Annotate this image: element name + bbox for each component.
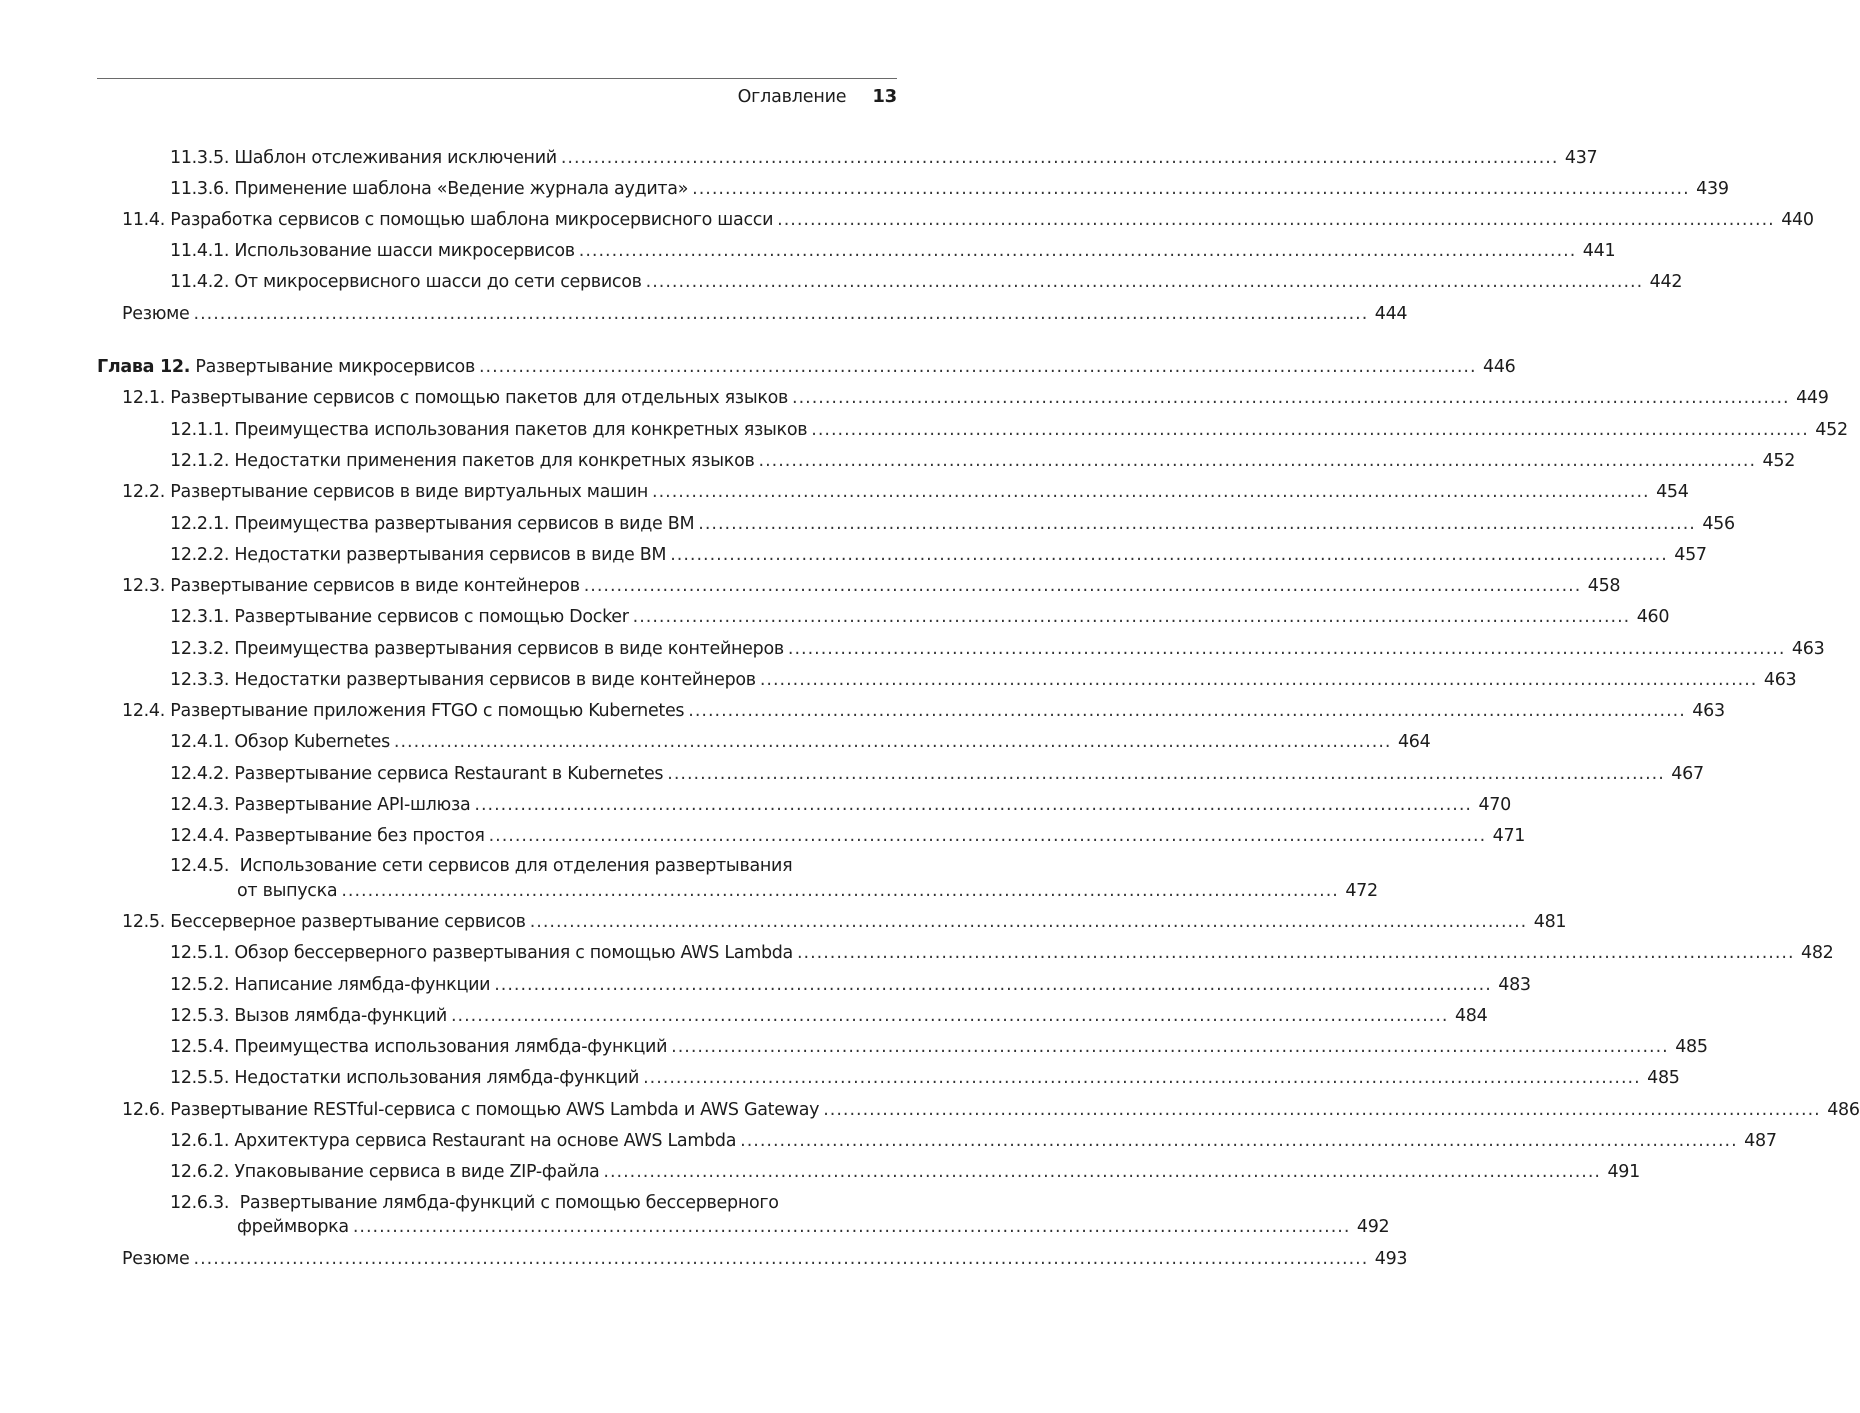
- toc-entry-title: Шаблон отслеживания исключений: [234, 148, 557, 168]
- toc-entry-number: 12.4.2.: [170, 764, 230, 784]
- toc-entry[interactable]: [170, 513, 1735, 536]
- toc-entry-title: Обзор Kubernetes: [234, 732, 390, 752]
- toc-entry-title: Использование сети сервисов для отделения развертывания: [239, 856, 793, 876]
- toc-entry-number: 11.4.1.: [170, 241, 230, 261]
- toc-entry-page: 486: [1827, 1100, 1860, 1120]
- toc-entry[interactable]: [170, 974, 1531, 997]
- toc-entry[interactable]: [170, 419, 1848, 442]
- toc-entry[interactable]: [170, 178, 1729, 201]
- toc-entry-page: 487: [1744, 1131, 1777, 1151]
- toc-entry-page: 446: [1483, 357, 1516, 377]
- leader-dots: ........................................................................................................................................................: [787, 639, 1786, 659]
- toc-entry-page: 491: [1607, 1162, 1640, 1182]
- toc-entry-page: 440: [1781, 210, 1814, 230]
- toc-entry-title: Преимущества развертывания сервисов в виде контейнеров: [234, 639, 784, 659]
- toc-entry[interactable]: [170, 1130, 1777, 1153]
- toc-entry-number: 12.5.1.: [170, 943, 230, 963]
- toc-entry-continuation[interactable]: [237, 880, 1378, 903]
- toc-entry-title-continuation: от выпуска: [237, 881, 338, 901]
- toc-entry-title: Использование шасси микросервисов: [234, 241, 575, 261]
- toc-entry-number: 12.6.3.: [170, 1193, 230, 1213]
- toc-entry-page: 452: [1762, 451, 1796, 471]
- toc-entry-title: Архитектура сервиса Restaurant на основе AWS Lambda: [234, 1131, 737, 1151]
- leader-dots: ........................................................................................................................................................: [667, 764, 1665, 784]
- toc-entry-title: Резюме: [122, 304, 190, 324]
- toc-entry-page: 437: [1564, 148, 1598, 168]
- toc-entry-title: Преимущества использования лямбда-функций: [234, 1037, 668, 1057]
- leader-dots: ........................................................................................................................................................: [583, 576, 1582, 596]
- toc-chapter-entry[interactable]: [97, 356, 1516, 379]
- toc-entry[interactable]: [170, 669, 1797, 692]
- toc-entry-title: Развертывание лямбда-функций с помощью бессерверного: [239, 1193, 779, 1213]
- leader-dots: ........................................................................................................................................................: [578, 241, 1577, 261]
- toc-entry-number: 12.3.2.: [170, 639, 230, 659]
- toc-entry-page: 484: [1454, 1006, 1488, 1026]
- toc-entry-page: 456: [1702, 514, 1735, 534]
- toc-entry-title: Недостатки развертывания сервисов в виде контейнеров: [234, 670, 756, 690]
- header-rule: [97, 78, 897, 79]
- toc-entry-number: 11.3.5.: [170, 148, 230, 168]
- toc-entry-title: Развертывание RESTful-сервиса с помощью AWS Lambda и AWS Gateway: [170, 1100, 820, 1120]
- running-header-title: Оглавление: [737, 87, 847, 107]
- leader-dots: ........................................................................................................................................................: [632, 607, 1631, 627]
- leader-dots: ...................................................................................................................................................................................: [193, 304, 1369, 324]
- toc-entry-title: Развертывание микросервисов: [195, 357, 475, 377]
- leader-dots: ........................................................................................................................................................: [450, 1006, 1449, 1026]
- toc-entry-page: 463: [1763, 670, 1797, 690]
- leader-dots: ........................................................................................................................................................: [688, 701, 1686, 721]
- leader-dots: ........................................................................................................................................................: [758, 451, 1757, 471]
- toc-entry-number: 12.4.5.: [170, 856, 230, 876]
- leader-dots: ...................................................................................................................................................................................: [193, 1249, 1369, 1269]
- toc-entry-page: 481: [1533, 912, 1567, 932]
- leader-dots: ........................................................................................................................................................: [777, 210, 1775, 230]
- toc-entry-page: 449: [1796, 388, 1829, 408]
- toc-entry[interactable]: [170, 606, 1670, 629]
- toc-entry-page: 492: [1356, 1217, 1390, 1237]
- toc-entry-page: 458: [1587, 576, 1621, 596]
- toc-entry-title: Развертывание сервисов в виде контейнеров: [170, 576, 580, 596]
- toc-entry[interactable]: [170, 638, 1825, 661]
- toc-entry-page: 444: [1374, 304, 1408, 324]
- toc-entry-continuation[interactable]: [237, 1216, 1390, 1239]
- toc-entry-number: 12.5.4.: [170, 1037, 230, 1057]
- toc-entry-number: 12.6.2.: [170, 1162, 230, 1182]
- leader-dots: ........................................................................................................................................................: [560, 148, 1559, 168]
- toc-entry-first-line[interactable]: [170, 856, 792, 876]
- toc-entry-page: 454: [1656, 482, 1689, 502]
- leader-dots: ........................................................................................................................................................: [652, 482, 1650, 502]
- leader-dots: ........................................................................................................................................................: [494, 975, 1492, 995]
- toc-entry[interactable]: [170, 1067, 1680, 1090]
- toc-entry-number: 11.3.6.: [170, 179, 230, 199]
- toc-entry-title: Вызов лямбда-функций: [234, 1006, 447, 1026]
- leader-dots: ........................................................................................................................................................: [393, 732, 1392, 752]
- toc-entry-title: Развертывание приложения FTGO с помощью Kubernetes: [170, 701, 685, 721]
- toc-entry[interactable]: [170, 240, 1616, 263]
- toc-entry[interactable]: [122, 209, 1814, 232]
- toc-entry-title: Бессерверное развертывание сервисов: [170, 912, 526, 932]
- toc-entry-title: Упаковывание сервиса в виде ZIP-файла: [234, 1162, 600, 1182]
- toc-entry-number: 12.5.2.: [170, 975, 230, 995]
- toc-entry-number: 12.3.3.: [170, 670, 230, 690]
- toc-entry-page: 470: [1478, 795, 1511, 815]
- toc-entry-title: Развертывание сервиса Restaurant в Kubernetes: [234, 764, 664, 784]
- toc-entry-title: Развертывание сервисов с помощью Docker: [234, 607, 629, 627]
- toc-entry[interactable]: [170, 942, 1834, 965]
- toc-entry-page: 493: [1374, 1249, 1408, 1269]
- leader-dots: ........................................................................................................................................................: [341, 881, 1339, 901]
- toc-entry-title: Разработка сервисов с помощью шаблона микросервисного шасси: [170, 210, 774, 230]
- leader-dots: ........................................................................................................................................................: [643, 1068, 1641, 1088]
- leader-dots: ........................................................................................................................................................: [759, 670, 1758, 690]
- toc-entry-number: 12.3.: [122, 576, 166, 596]
- toc-entry-page: 483: [1498, 975, 1531, 995]
- toc-entry-page: 463: [1791, 639, 1825, 659]
- leader-dots: ........................................................................................................................................................: [670, 545, 1668, 565]
- leader-dots: ........................................................................................................................................................: [811, 420, 1809, 440]
- toc-entry-page: 471: [1492, 826, 1526, 846]
- toc-entry-title: Недостатки применения пакетов для конкретных языков: [234, 451, 755, 471]
- toc-entry[interactable]: [170, 147, 1598, 170]
- toc-entry-page: 460: [1636, 607, 1670, 627]
- toc-entry-number: 12.6.1.: [170, 1131, 230, 1151]
- leader-dots: ........................................................................................................................................................: [474, 795, 1472, 815]
- page-number: 13: [872, 86, 897, 107]
- toc-entry-page: 467: [1671, 764, 1704, 784]
- toc-entry-title: Развертывание без простоя: [234, 826, 485, 846]
- toc-entry-title: Применение шаблона «Ведение журнала аудита»: [234, 179, 689, 199]
- toc-entry-title: Развертывание сервисов в виде виртуальных машин: [170, 482, 649, 502]
- toc-entry-title: Развертывание API-шлюза: [234, 795, 471, 815]
- toc-entry[interactable]: [122, 911, 1567, 934]
- toc-entry-number: 12.4.3.: [170, 795, 230, 815]
- toc-entry-page: 441: [1582, 241, 1616, 261]
- toc-entry-number: 12.4.: [122, 701, 166, 721]
- toc-entry[interactable]: [170, 731, 1431, 754]
- toc-entry-number: 12.5.3.: [170, 1006, 230, 1026]
- leader-dots: ........................................................................................................................................................: [645, 272, 1644, 292]
- toc-entry[interactable]: [122, 1099, 1860, 1122]
- toc-entry[interactable]: [170, 825, 1526, 848]
- toc-chapter-number-text: Глава 12.: [97, 357, 191, 377]
- toc-entry[interactable]: [170, 763, 1704, 786]
- toc-entry-number: 12.4.1.: [170, 732, 230, 752]
- running-header: [738, 86, 897, 107]
- toc-entry-number: 12.1.: [122, 388, 166, 408]
- toc-entry-number: 12.2.1.: [170, 514, 230, 534]
- toc-entry-page: 463: [1692, 701, 1725, 721]
- toc-entry-number: 11.4.2.: [170, 272, 230, 292]
- toc-entry-first-line[interactable]: [170, 1193, 779, 1213]
- leader-dots: ........................................................................................................................................................: [792, 388, 1790, 408]
- leader-dots: ........................................................................................................................................................: [478, 357, 1477, 377]
- toc-entry-title: Написание лямбда-функции: [234, 975, 491, 995]
- toc-entry-title: От микросервисного шасси до сети сервисов: [234, 272, 642, 292]
- toc-entry-number: 12.5.: [122, 912, 166, 932]
- leader-dots: ........................................................................................................................................................: [488, 826, 1487, 846]
- toc-entry[interactable]: [122, 303, 1408, 326]
- toc-entry[interactable]: [170, 450, 1796, 473]
- toc-entry-title: Недостатки использования лямбда-функций: [234, 1068, 640, 1088]
- leader-dots: ........................................................................................................................................................: [352, 1217, 1351, 1237]
- leader-dots: ........................................................................................................................................................: [796, 943, 1795, 963]
- toc-entry[interactable]: [122, 700, 1725, 723]
- toc-entry-page: 442: [1649, 272, 1683, 292]
- leader-dots: ........................................................................................................................................................: [698, 514, 1696, 534]
- toc-entry-number: 12.1.1.: [170, 420, 230, 440]
- toc-entry-title: Преимущества развертывания сервисов в виде ВМ: [234, 514, 695, 534]
- toc-entry-title: Обзор бессерверного развертывания с помощью AWS Lambda: [234, 943, 793, 963]
- toc-entry-page: 452: [1815, 420, 1848, 440]
- toc-entry[interactable]: [122, 1248, 1408, 1271]
- leader-dots: ........................................................................................................................................................: [740, 1131, 1738, 1151]
- leader-dots: ........................................................................................................................................................: [529, 912, 1528, 932]
- leader-dots: ........................................................................................................................................................: [603, 1162, 1601, 1182]
- toc-entry-number: 12.4.4.: [170, 826, 230, 846]
- toc-entry-number: 12.2.2.: [170, 545, 230, 565]
- toc-entry[interactable]: [122, 387, 1829, 410]
- toc-entry-page: 485: [1647, 1068, 1680, 1088]
- toc-entry[interactable]: [170, 1161, 1640, 1184]
- toc-entry-title-continuation: фреймворка: [237, 1217, 349, 1237]
- toc-entry[interactable]: [122, 481, 1689, 504]
- toc-chapter-number: [97, 356, 190, 379]
- leader-dots: ........................................................................................................................................................: [823, 1100, 1821, 1120]
- toc-entry[interactable]: [170, 1005, 1488, 1028]
- toc-entry-number: 12.1.2.: [170, 451, 230, 471]
- toc-entry-number: 12.2.: [122, 482, 166, 502]
- leader-dots: ........................................................................................................................................................: [671, 1037, 1669, 1057]
- toc-entry-number: 12.6.: [122, 1100, 166, 1120]
- toc-entry-title: Преимущества использования пакетов для конкретных языков: [234, 420, 808, 440]
- toc-entry-number: 12.3.1.: [170, 607, 230, 627]
- toc-entry[interactable]: [122, 575, 1621, 598]
- toc-entry[interactable]: [170, 271, 1683, 294]
- toc-entry[interactable]: [170, 794, 1511, 817]
- leader-dots: ........................................................................................................................................................: [692, 179, 1690, 199]
- toc-entry-title: Резюме: [122, 1249, 190, 1269]
- toc-entry-page: 485: [1675, 1037, 1708, 1057]
- toc-entry-number: 12.5.5.: [170, 1068, 230, 1088]
- toc-entry-page: 482: [1801, 943, 1834, 963]
- toc-entry-page: 472: [1345, 881, 1378, 901]
- toc-entry[interactable]: [170, 544, 1707, 567]
- toc-entry-page: 457: [1674, 545, 1707, 565]
- toc-entry-number: 11.4.: [122, 210, 166, 230]
- toc-entry-page: 439: [1696, 179, 1729, 199]
- toc-entry[interactable]: [170, 1036, 1708, 1059]
- toc-entry-title: Недостатки развертывания сервисов в виде ВМ: [234, 545, 667, 565]
- toc-entry-title: Развертывание сервисов с помощью пакетов для отдельных языков: [170, 388, 789, 408]
- toc-entry-page: 464: [1397, 732, 1431, 752]
